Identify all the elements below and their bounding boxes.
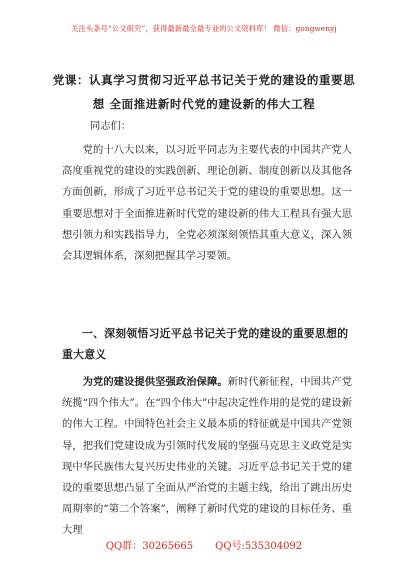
- document-title-line-1: 党课：认真学习贯彻习近平总书记关于党的建设的重要思: [52, 73, 356, 87]
- footer-qq-group: QQ群：30265665: [105, 541, 194, 552]
- section-1-heading-line-1: 一、深刻领悟习近平总书记关于党的建设的重要思想的: [82, 327, 349, 340]
- footer-qq-number: QQ号:535304092: [215, 541, 303, 552]
- greeting: 同志们：: [90, 120, 132, 132]
- paragraph-intro-text: 党的十八大以来，以习近平同志为主要代表的中国共产党人高度重视党的建设的实践创新、理论创新、制度创新以及其他各方面创新，形成了习近平总书记关于党的建设的重要思想。这一重要思想对于全面推进新时代党的建设新的伟大工程具有强大思想引领力和实践指导力，全党必须深刻领悟其重大意义，深入领会其逻辑体系，深刻把握其学习要领。: [62, 144, 352, 263]
- section-1-heading-line-2: 重大意义: [62, 348, 107, 361]
- footer-contact: [0, 537, 408, 552]
- header-banner: 关注头条号“公文研究”，获得最新最全最专业的公文资料库！ 微信：gongwenyj: [71, 24, 337, 33]
- section-1-heading: [62, 323, 362, 365]
- document-title-line-2: 想 全面推进新时代党的建设新的伟大工程: [92, 97, 316, 111]
- paragraph-body-text: 新时代新征程，中国共产党统揽“四个伟大”。在“四个伟大”中起决定性作用的是党的建设新的伟大工程。中国特色社会主义最本质的特征就是中国共产党领导，把我们党建设成为引领时代发展的坚强马克思主义政党是实现中华民族伟大复兴历史伟业的关键。习近平总书记关于党的建设的重要思想凸显了全面从严治党的主题主线，给出了跳出历史周期率的“第二个答案”，阐释了新时代党的建设的目标任务、重大理: [62, 376, 353, 537]
- paragraph-intro: [62, 140, 352, 267]
- paragraph-political-guarantee: [62, 372, 352, 542]
- paragraph-lead-phrase: 为党的建设提供坚强政治保障。: [82, 376, 228, 388]
